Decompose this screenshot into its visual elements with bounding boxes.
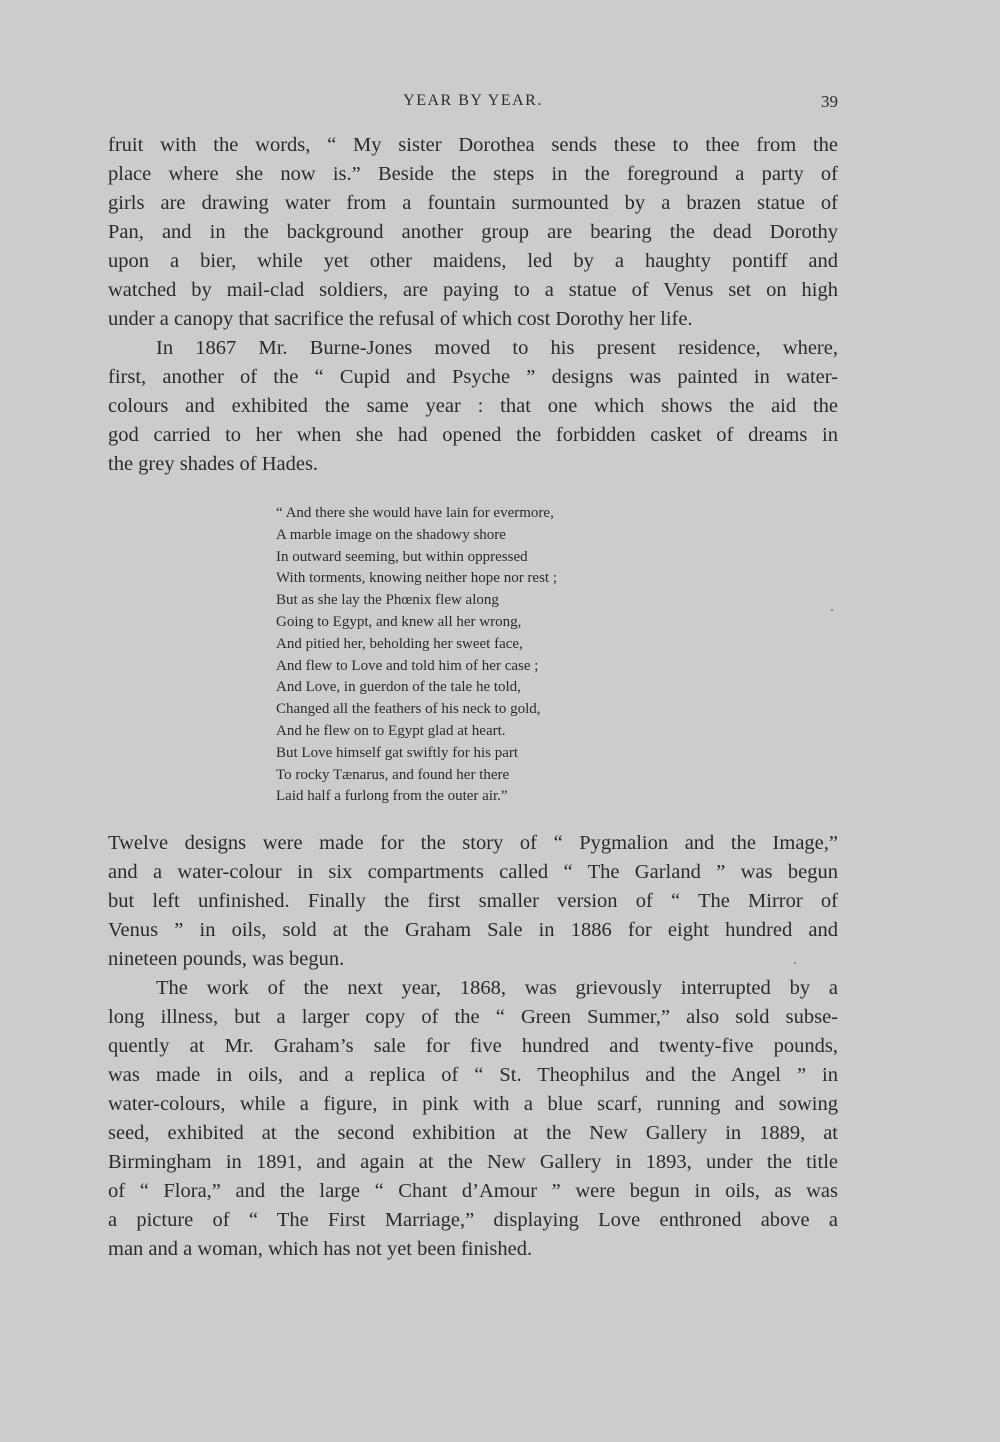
text-line: colours and exhibited the same year : that one which shows the aid the (108, 395, 838, 417)
verse-line: But as she lay the Phœnix flew along (276, 592, 499, 609)
paper-speck (831, 609, 833, 611)
verse-line: And pitied her, beholding her sweet face, (276, 635, 523, 652)
verse-line: With torments, knowing neither hope nor rest ; (276, 570, 558, 587)
running-head (108, 92, 838, 116)
paragraphs-bottom (108, 829, 838, 1264)
text-line: seed, exhibited at the second exhibition at the New Gallery in 1889, at (108, 1122, 838, 1144)
text-line: first, another of the “ Cupid and Psyche ” designs was painted in water- (108, 366, 838, 388)
verse-line: “ And there she would have lain for evermore, (276, 505, 554, 521)
paper-speck (794, 962, 796, 964)
text-line: In 1867 Mr. Burne-Jones moved to his present residence, where, (156, 337, 838, 359)
verse-line: A marble image on the shadowy shore (276, 526, 506, 543)
text-line: was made in oils, and a replica of “ St. Theophilus and the Angel ” in (108, 1064, 838, 1086)
text-line: of “ Flora,” and the large “ Chant d’Amour ” were begun in oils, as was (108, 1180, 838, 1202)
text-line: nineteen pounds, was begun. (108, 948, 345, 970)
text-line: god carried to her when she had opened the forbidden casket of dreams in (108, 424, 838, 446)
text-line: Pan, and in the background another group are bearing the dead Dorothy (108, 221, 838, 243)
text-line: water-colours, while a figure, in pink with a blue scarf, running and sowing (108, 1093, 838, 1115)
text-line: Twelve designs were made for the story of “ Pygmalion and the Image,” (108, 832, 838, 854)
text-line: place where she now is.” Beside the steps in the foreground a party of (108, 163, 838, 185)
text-line: The work of the next year, 1868, was grievously interrupted by a (156, 977, 838, 999)
text-line: long illness, but a larger copy of the “ Green Summer,” also sold subse- (108, 1006, 838, 1028)
text-line: Venus ” in oils, sold at the Graham Sale in 1886 for eight hundred and (108, 919, 838, 941)
verse-line: To rocky Tænarus, and found her there (276, 766, 510, 783)
text-line: girls are drawing water from a fountain surmounted by a brazen statue of (108, 192, 838, 214)
verse-line: Going to Egypt, and knew all her wrong, (276, 613, 522, 630)
verse-line: In outward seeming, but within oppressed (276, 548, 528, 565)
paragraphs-top (108, 131, 838, 479)
verse-quotation (276, 503, 676, 808)
text-line: under a canopy that sacrifice the refusal of which cost Dorothy her life. (108, 308, 693, 330)
text-line: man and a woman, which has not yet been finished. (108, 1238, 533, 1260)
text-line: and a water-colour in six compartments called “ The Garland ” was begun (108, 861, 838, 883)
text-line: a picture of “ The First Marriage,” displaying Love enthroned above a (108, 1209, 838, 1231)
running-title: YEAR BY YEAR. (403, 92, 543, 109)
text-line: upon a bier, while yet other maidens, led by a haughty pontiff and (108, 250, 838, 272)
text-line: the grey shades of Hades. (108, 453, 319, 475)
text-line: fruit with the words, “ My sister Dorothea sends these to thee from the (108, 134, 838, 156)
page-number: 39 (821, 92, 838, 111)
text-line: quently at Mr. Graham’s sale for five hundred and twenty-five pounds, (108, 1035, 838, 1057)
verse-line: But Love himself gat swiftly for his part (276, 744, 519, 761)
text-line: but left unfinished. Finally the first smaller version of “ The Mirror of (108, 890, 838, 912)
verse-line: And flew to Love and told him of her case ; (276, 657, 539, 674)
text-line: Birmingham in 1891, and again at the New Gallery in 1893, under the title (108, 1151, 838, 1173)
verse-line: And he flew on to Egypt glad at heart. (276, 722, 506, 739)
text-line: watched by mail-clad soldiers, are paying to a statue of Venus set on high (108, 279, 838, 301)
verse-line: And Love, in guerdon of the tale he told, (276, 679, 521, 696)
verse-line: Laid half a furlong from the outer air.” (276, 788, 508, 805)
verse-line: Changed all the feathers of his neck to gold, (276, 701, 541, 718)
